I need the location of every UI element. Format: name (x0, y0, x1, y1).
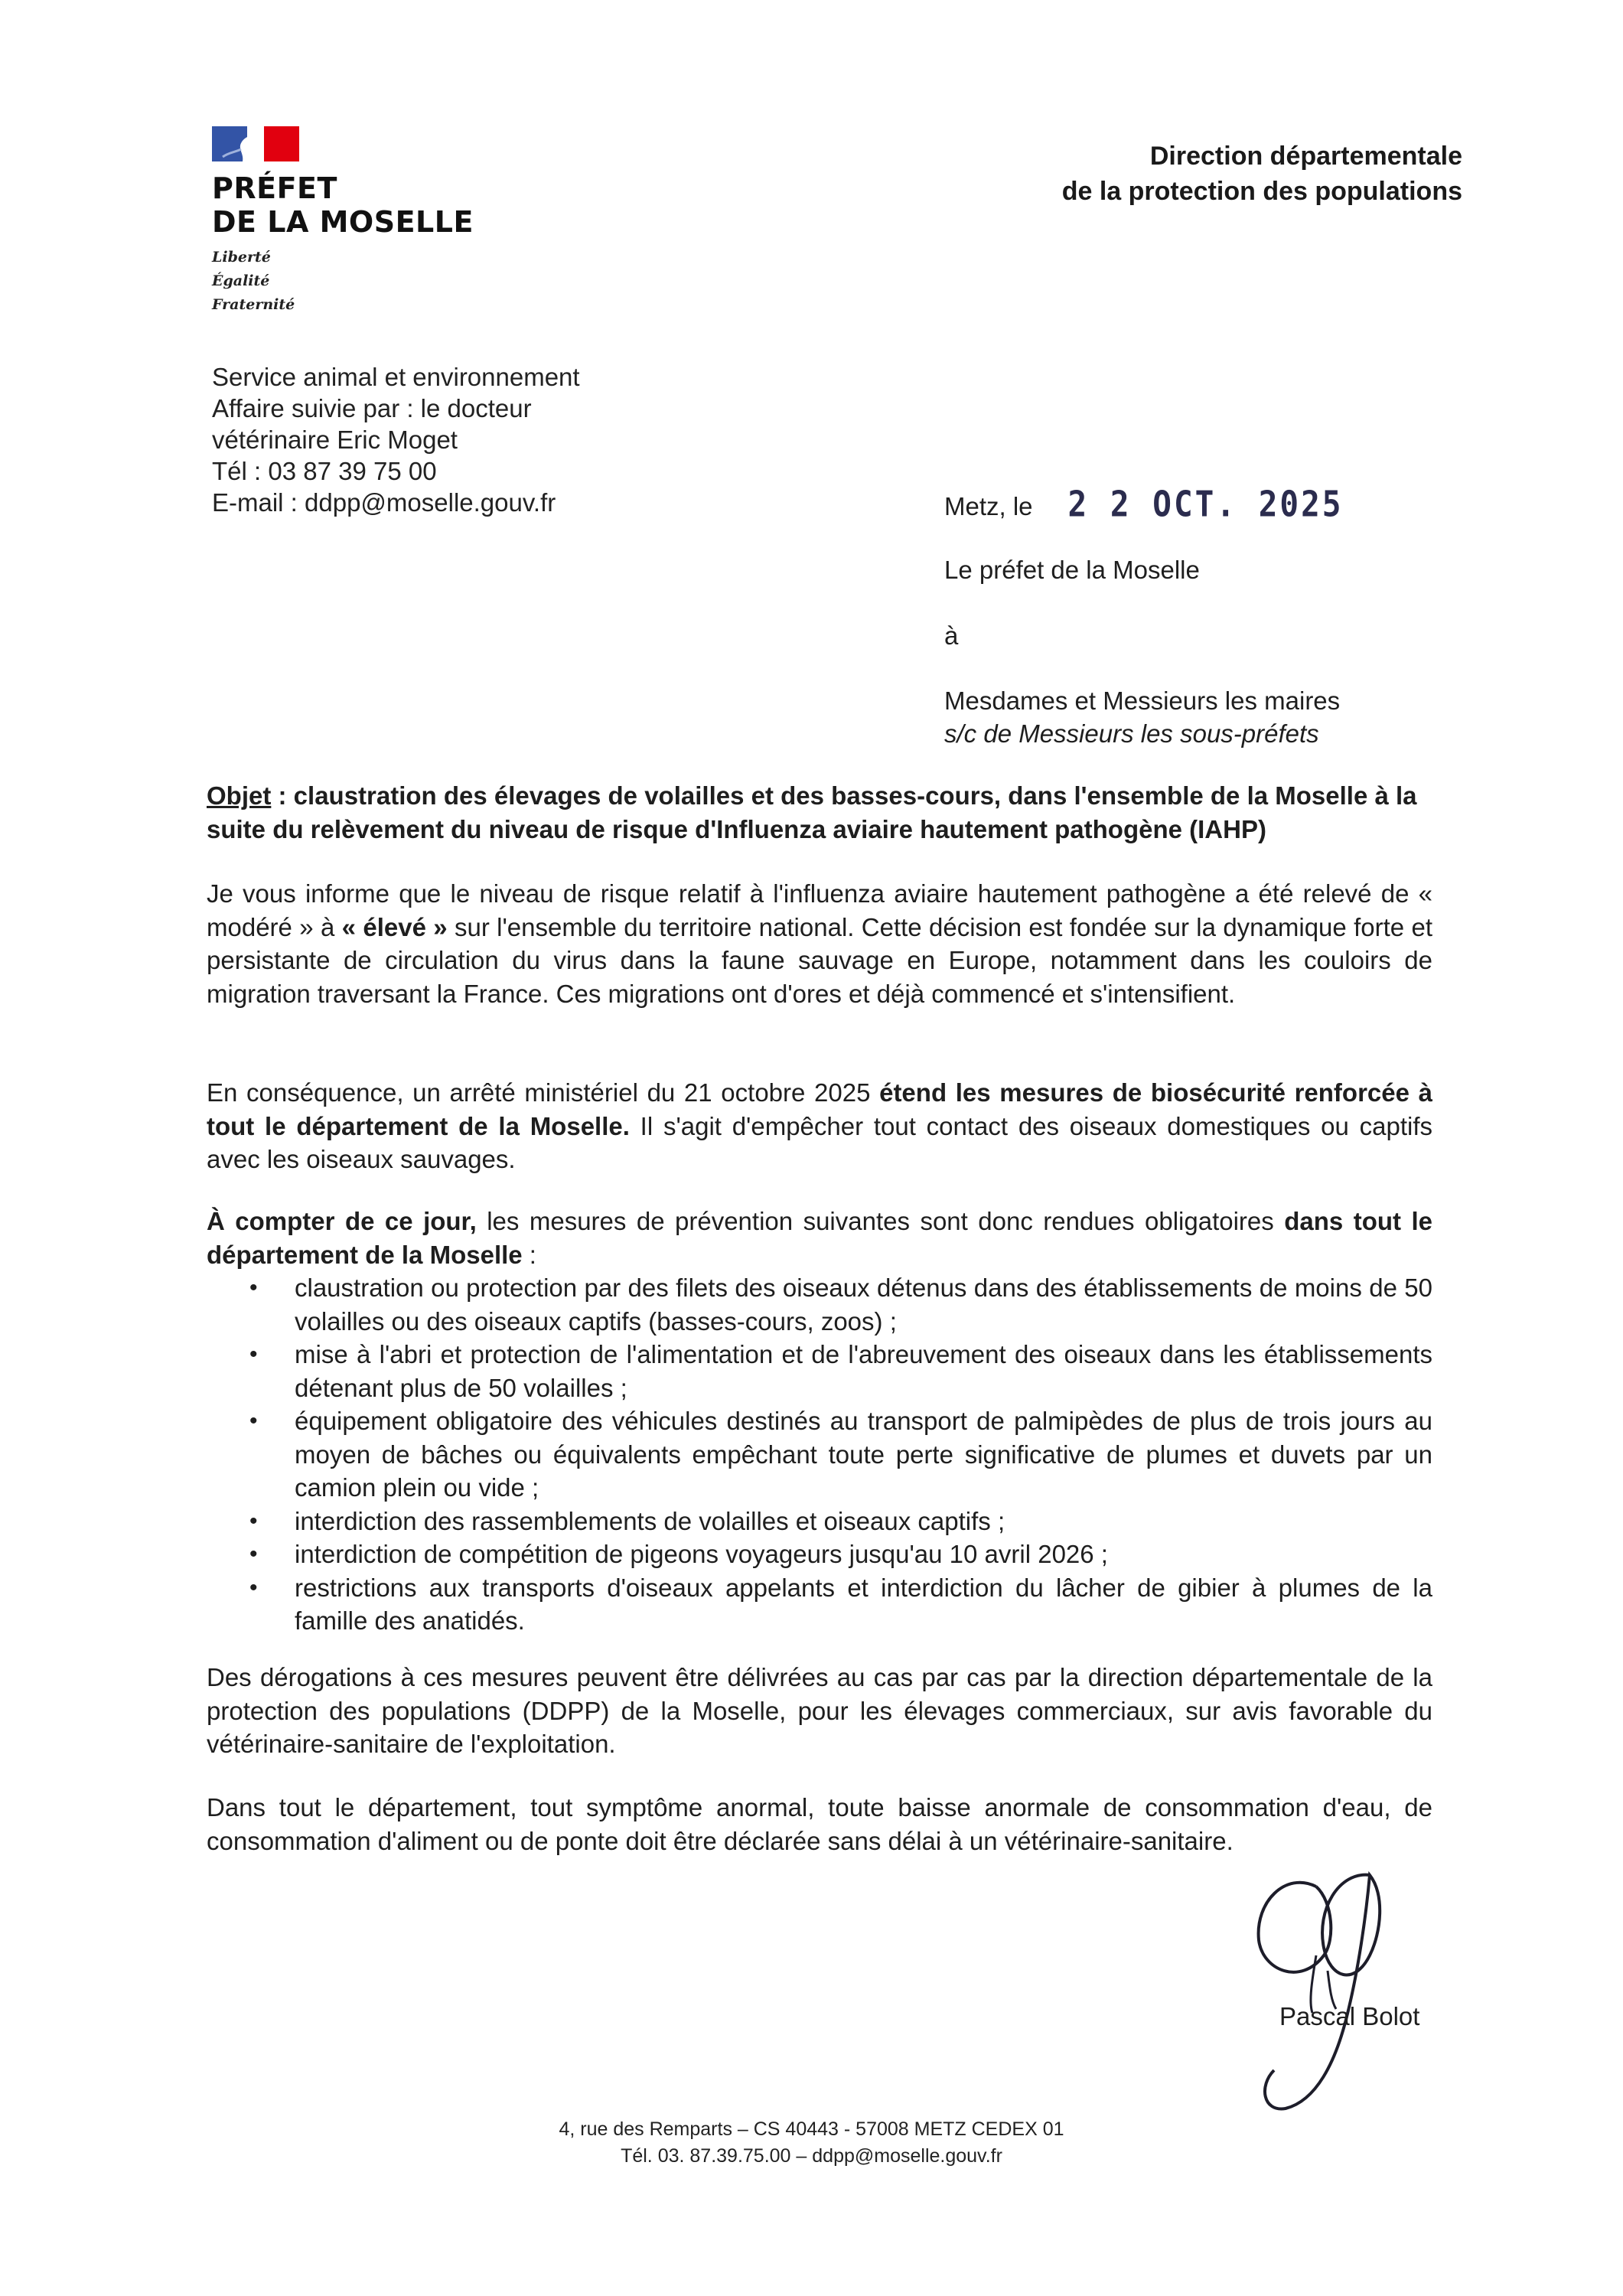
case-handler-line2: vétérinaire Eric Moget (212, 426, 458, 454)
flag-red-band (264, 126, 299, 161)
service-email: E-mail : ddpp@moselle.gouv.fr (212, 488, 556, 517)
handwritten-signature (1201, 1856, 1462, 2116)
subject-label: Objet (207, 781, 272, 810)
para1-text-bold: « élevé » (341, 912, 448, 941)
service-contact-block (212, 361, 580, 518)
subject-line (207, 779, 1432, 846)
para1-text-c: sur l'ensemble du territoire national. Cette décision est fondée sur la dynamique forte et persistante de circulation du virus dans la faune sauvage en Europe, notamment dans les couloirs de migration traversant la France. Ces migrations ont d'ores et déjà commencé et s'intensifient. (207, 912, 1433, 1008)
devise-liberte: Liberté (212, 249, 271, 266)
date-stamp: 2 2 OCT. 2025 (1067, 484, 1344, 525)
para3-text-bold-c: dans tout le département de la Moselle (207, 1207, 1432, 1269)
service-phone: Tél : 03 87 39 75 00 (212, 457, 437, 485)
footer-address-line: 4, rue des Remparts – CS 40443 - 57008 METZ CEDEX 01 (559, 2118, 1064, 2140)
marianne-logo (212, 126, 299, 161)
measures-list (207, 1271, 1432, 1638)
list-item: • restrictions aux transports d'oiseaux appelants et interdiction du lâcher de gibier à plumes de la famille des anatidés. (207, 1571, 1432, 1638)
direction-line2: de la protection des populations (1061, 177, 1462, 206)
para2-text-c: Il s'agit d'empêcher tout contact des oiseaux domestiques ou captifs avec les oiseaux sauvages. (207, 1111, 1433, 1173)
direction-line1: Direction départementale (1149, 142, 1462, 171)
date-prefix: Metz, le (944, 492, 1033, 520)
institution-name-line1: PRÉFET (212, 171, 337, 205)
paragraph-risk-level (207, 877, 1432, 1010)
recipient-main: Mesdames et Messieurs les maires (944, 687, 1341, 715)
paragraph-ministerial-order (207, 1076, 1432, 1176)
signer-name: Pascal Bolot (1279, 2002, 1420, 2030)
list-item: • équipement obligatoire des véhicules destinés au transport de palmipèdes de plus de trois jours au moyen de bâches ou équivalents empêchant toute perte significative de plumes et duvets par un camion plein ou vide ; (207, 1404, 1432, 1505)
para3-text-b: les mesures de prévention suivantes sont donc rendues obligatoires (476, 1207, 1285, 1235)
service-name: Service animal et environnement (212, 363, 580, 391)
sender: Le préfet de la Moselle (944, 556, 1200, 584)
direction-header (1062, 139, 1462, 209)
paragraph-derogations (207, 1661, 1432, 1761)
para5-text: Dans tout le département, tout symptôme anormal, toute baisse anormale de consommation d'eau, de consommation d'aliment ou de ponte doit être déclarée sans délai à un vétérinaire-sanitaire. (207, 1793, 1432, 1855)
list-item: • interdiction de compétition de pigeons voyageurs jusqu'au 10 avril 2026 ; (207, 1538, 1432, 1571)
institution-name-line2: DE LA MOSELLE (212, 205, 474, 239)
footer-address (0, 2116, 1623, 2170)
footer-contact-line: Tél. 03. 87.39.75.00 – ddpp@moselle.gouv.fr (621, 2145, 1002, 2167)
devise-egalite: Égalité (212, 272, 270, 289)
para2-text-bold: étend les mesures de biosécurité renforcée à tout le département de la Moselle. (207, 1078, 1432, 1140)
para3-text-bold-a: À compter de ce jour, (207, 1207, 477, 1235)
paragraph-symptoms (207, 1791, 1432, 1857)
date-line (944, 484, 1344, 525)
para1-text-a: Je vous informe que le niveau de risque relatif à l'influenza aviaire hautement pathogène a été relevé de « modéré » à (207, 879, 1432, 941)
case-handler-line1: Affaire suivie par : le docteur (212, 394, 532, 422)
recipient-via: s/c de Messieurs les sous-préfets (944, 719, 1319, 748)
para2-text-a: En conséquence, un arrêté ministériel du 21 octobre 2025 (207, 1078, 880, 1107)
list-item: • interdiction des rassemblements de volailles et oiseaux captifs ; (207, 1505, 1432, 1538)
subject-text: : claustration des élevages de volailles et des basses-cours, dans l'ensemble de la Moselle à la suite du relèvement du niveau de risque d'Influenza aviaire hautement pathogène (IAHP) (207, 781, 1417, 843)
list-item: • mise à l'abri et protection de l'alimentation et de l'abreuvement des oiseaux dans les établissements détenant plus de 50 volailles ; (207, 1338, 1432, 1404)
paragraph-measures (207, 1205, 1432, 1638)
addressing-to: à (944, 621, 959, 650)
para4-text: Des dérogations à ces mesures peuvent être délivrées au cas par cas par la direction départementale de la protection des populations (DDPP) de la Moselle, pour les élevages commerciaux, sur avis favorable du vétérinaire-sanitaire de l'exploitation. (207, 1663, 1432, 1758)
para3-text-d: : (522, 1240, 536, 1269)
devise-fraternite: Fraternité (212, 296, 295, 313)
recipients (944, 684, 1340, 750)
devise (212, 246, 295, 317)
list-item: • claustration ou protection par des filets des oiseaux détenus dans des établissements de moins de 50 volailles ou des oiseaux captifs (basses-cours, zoos) ; (207, 1271, 1432, 1338)
